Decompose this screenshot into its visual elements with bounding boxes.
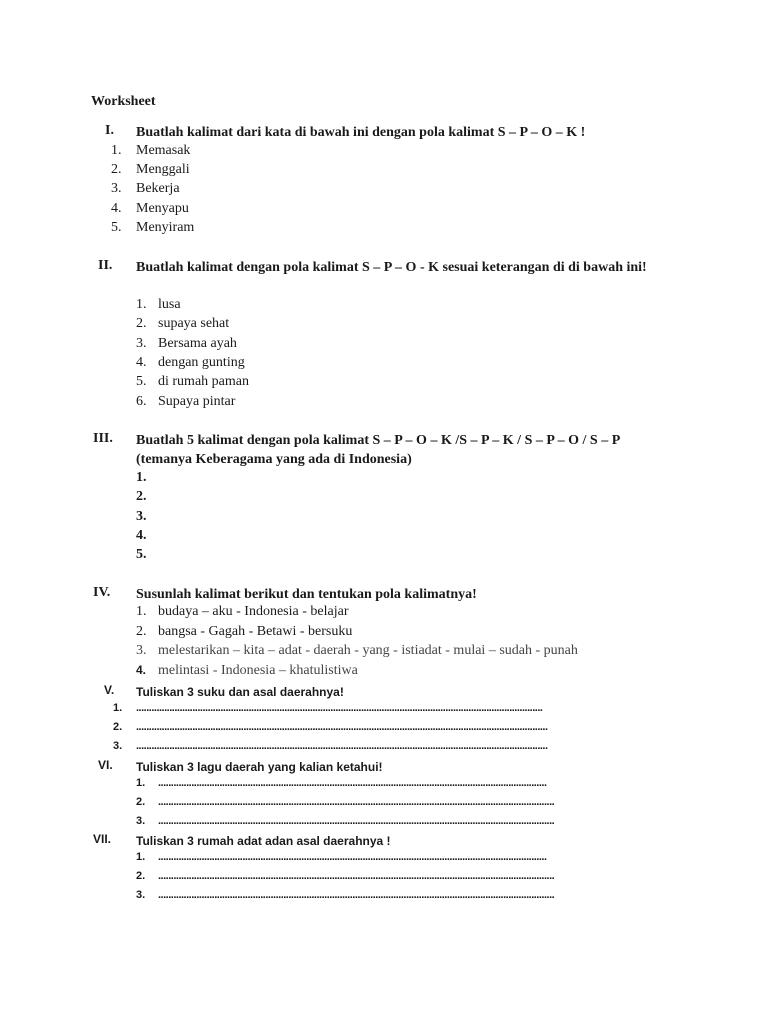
worksheet-page: Worksheet I. Buatlah kalimat dari kata di bawah ini dengan pola kalimat S – P – O – K ! 1. Memasak 2. Menggali 3. Bekerja 4. Menyapu 5. Menyiram II. Buatlah kalimat dengan pola kalimat S – P – O - K sesuai keterangan di di bawah ini! 1. lusa 2. supaya sehat 3. Bersama ayah 4. dengan gunting 5. di rumah paman 6. Supaya pintar III. Buatlah 5 kalimat dengan pola kalimat S – P – O – K /S – P – K / S – P – O / S – P (temanya Keberagama yang ada di Indonesia) 1. 2. 3. 4. 5. IV. Susunlah kalimat berikut dan tentukan pola kalimatnya! 1. budaya – aku - Indonesia - belajar 2. bangsa - Gagah - Betawi - bersuku 3. melestarikan – kita – adat - daerah - yang - istiadat - mulai – sudah - punah 4. melintasi - Indonesia – khatulistiwa V. Tuliskan 3 suku dan asal daerahnya! 1. ............................................................................................................................................................... 2. ................................................................................................................................................................. 3. ................................................................................................................................................................. VI. Tuliskan 3 lagu daerah yang kalian ketahui! 1. ........................................................................................................................................................ 2. ........................................................................................................................................................... 3. ........................................................................................................................................................... VII. Tuliskan 3 rumah adat adan asal daerahnya ! 1. ........................................................................................................................................................ 2. ........................................................................................................................................................... 3. ........................................................................................................................................................... [0, 0, 768, 1024]
section-heading: Buatlah 5 kalimat dengan pola kalimat S – P – O – K /S – P – K / S – P – O / S – P (temanya Keberagama yang ada di Indonesia) [136, 433, 620, 467]
section-number: V. [104, 683, 115, 697]
section-number: VI. [98, 758, 113, 772]
section-number: I. [105, 123, 114, 138]
section-number: II. [98, 258, 113, 273]
section-heading: Tuliskan 3 suku dan asal daerahnya! [136, 685, 344, 699]
section-heading: Tuliskan 3 lagu daerah yang kalian ketahui! [136, 760, 383, 774]
section-number: VII. [93, 832, 112, 846]
section-heading: Buatlah kalimat dengan pola kalimat S – P – O - K sesuai keterangan di di bawah ini! [136, 260, 647, 275]
section-number: IV. [93, 585, 111, 600]
section-number: III. [93, 431, 113, 446]
worksheet-title: Worksheet [91, 94, 156, 109]
section-heading: Susunlah kalimat berikut dan tentukan pola kalimatnya! [136, 587, 477, 602]
section-heading: Tuliskan 3 rumah adat adan asal daerahnya ! [136, 834, 391, 848]
section-heading: Buatlah kalimat dari kata di bawah ini dengan pola kalimat S – P – O – K ! [136, 125, 586, 140]
